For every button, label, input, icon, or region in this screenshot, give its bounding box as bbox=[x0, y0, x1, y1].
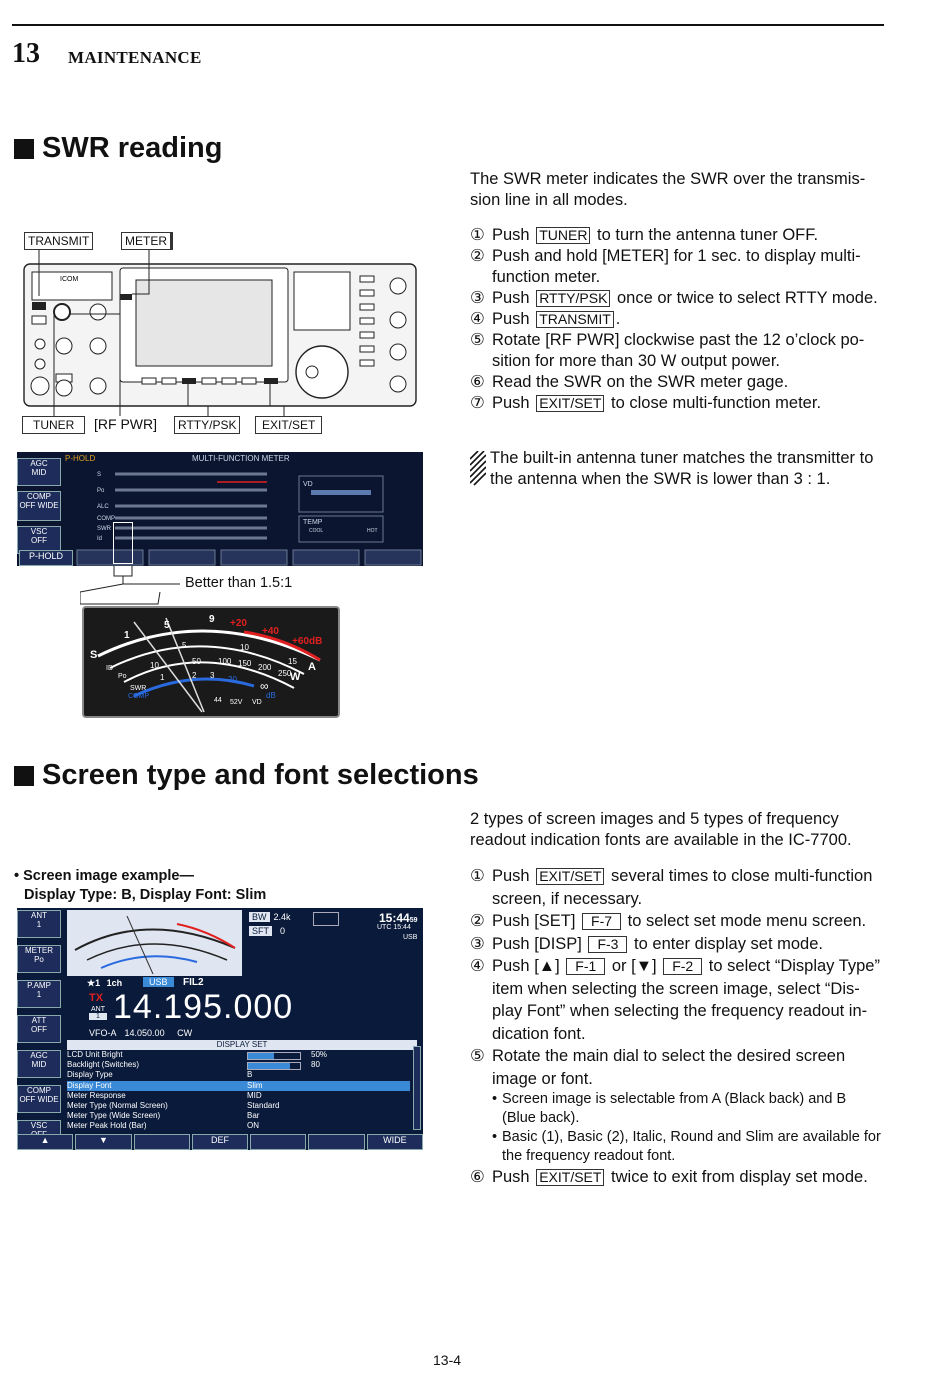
swr-heading bbox=[14, 132, 222, 165]
bw-indicator: BW 2.4k bbox=[249, 912, 291, 922]
svg-text:20: 20 bbox=[228, 675, 237, 684]
step-text: once or twice to select RTTY mode. bbox=[612, 289, 878, 307]
exit-set-key: EXIT/SET bbox=[536, 1169, 604, 1186]
svg-text:W: W bbox=[290, 671, 301, 683]
step-text: Push and hold [METER] for 1 sec. to display multi- function meter. bbox=[492, 247, 861, 286]
lcd-analog-meter bbox=[67, 910, 242, 976]
radio-front-panel-figure bbox=[14, 228, 424, 440]
lcd-bright-bar-fill bbox=[248, 1053, 274, 1059]
svg-text:Po: Po bbox=[97, 488, 105, 494]
ant-indicator: ANT 1 bbox=[91, 1006, 105, 1020]
svg-text:50: 50 bbox=[192, 657, 201, 666]
screen-heading bbox=[14, 759, 479, 792]
svg-text:Po: Po bbox=[118, 673, 127, 680]
display-set-title: DISPLAY SET bbox=[67, 1040, 417, 1050]
svg-text:SWR: SWR bbox=[97, 526, 111, 532]
temp-label: TEMP bbox=[303, 519, 323, 526]
step-text: to turn the antenna tuner OFF. bbox=[592, 226, 819, 244]
tx-indicator: TX bbox=[89, 992, 104, 1004]
meter-label: METER bbox=[121, 232, 173, 250]
backlight-bar-fill bbox=[248, 1063, 290, 1069]
vd-label: VD bbox=[303, 481, 313, 488]
small-mode: USB bbox=[403, 934, 418, 941]
f1-key: F-1 bbox=[566, 958, 605, 975]
filter-shape-icon bbox=[313, 912, 339, 926]
screen-intro: 2 types of screen images and 5 types of frequency readout indication fonts are available in the IC-7700. bbox=[470, 810, 852, 849]
screen-sub-1: • Screen image is selectable from A (Black back) and B (Blue back). bbox=[492, 1091, 847, 1126]
gauge-scales bbox=[84, 608, 338, 716]
note-icon bbox=[470, 451, 486, 487]
step-number: ⑥ bbox=[470, 373, 485, 391]
swr-step-5 bbox=[470, 330, 883, 372]
step-text: Push bbox=[492, 289, 535, 307]
swr-step-1 bbox=[470, 225, 883, 246]
sub-vfo-readout: VFO-A 14.050.00 CW bbox=[89, 1028, 193, 1038]
svg-text:1: 1 bbox=[124, 630, 130, 641]
agc-button[interactable]: AGC MID bbox=[17, 458, 61, 486]
svg-text:200: 200 bbox=[258, 663, 272, 672]
menu-item-meter-type-wide[interactable]: Meter Type (Wide Screen) Bar bbox=[67, 1111, 260, 1121]
svg-text:ID: ID bbox=[106, 665, 113, 672]
better-than-label: Better than 1.5:1 bbox=[185, 575, 293, 591]
svg-text:+20: +20 bbox=[230, 618, 247, 629]
exit-set-label: EXIT/SET bbox=[255, 416, 322, 434]
svg-text:250: 250 bbox=[278, 669, 292, 678]
heading-square-icon bbox=[14, 766, 34, 786]
menu-item-backlight[interactable]: Backlight (Switches) 80 bbox=[67, 1060, 320, 1070]
clock: 15:4459 bbox=[379, 911, 418, 925]
function-key-bar bbox=[17, 1134, 423, 1150]
filter-label: FIL2 bbox=[183, 977, 204, 988]
step-number: ⑤ bbox=[470, 331, 485, 349]
step-text: Push bbox=[492, 394, 535, 412]
swr-step-7 bbox=[470, 393, 883, 414]
menu-item-display-type[interactable]: Display Type B bbox=[67, 1070, 253, 1080]
preamp-button[interactable]: P.AMP 1 bbox=[17, 980, 61, 1008]
fkey-wide-button[interactable]: WIDE bbox=[367, 1134, 423, 1150]
meter-title: MULTI-FUNCTION METER bbox=[192, 454, 290, 463]
fkey-6-button[interactable] bbox=[308, 1134, 364, 1150]
comp-button[interactable]: COMP OFF WIDE bbox=[17, 1085, 61, 1113]
tuner-label: TUNER bbox=[22, 416, 85, 434]
phold-button[interactable]: P-HOLD bbox=[19, 550, 73, 566]
att-button[interactable]: ATT OFF bbox=[17, 1015, 61, 1043]
fkey-5-button[interactable] bbox=[250, 1134, 306, 1150]
screen-steps bbox=[470, 865, 883, 1189]
screen-caption-line1: • Screen image example— bbox=[14, 868, 194, 884]
meter-button[interactable]: METER Po bbox=[17, 945, 61, 973]
step-number: ① bbox=[470, 226, 485, 244]
swr-step-6 bbox=[470, 372, 883, 393]
svg-text:2: 2 bbox=[192, 671, 197, 680]
svg-text:COMP: COMP bbox=[128, 693, 149, 700]
svg-text:10: 10 bbox=[240, 643, 249, 652]
swr-note bbox=[470, 448, 883, 490]
transmit-label: TRANSMIT bbox=[24, 232, 93, 250]
svg-text:Id: Id bbox=[97, 536, 103, 542]
menu-item-display-font[interactable]: Display Font Slim bbox=[67, 1081, 410, 1091]
backlight-bar bbox=[247, 1062, 301, 1070]
note-text: The built-in antenna tuner matches the transmitter to the antenna when the SWR is lower than 3 : 1. bbox=[490, 449, 874, 488]
step-text: Push bbox=[492, 310, 535, 328]
rtty-psk-label: RTTY/PSK bbox=[174, 416, 240, 434]
svg-text:5: 5 bbox=[164, 620, 170, 631]
brand-logo: ICOM bbox=[60, 276, 79, 283]
svg-text:A: A bbox=[308, 661, 316, 673]
f3-key: F-3 bbox=[588, 936, 627, 953]
svg-text:5: 5 bbox=[182, 641, 187, 650]
step-text: to close multi-function meter. bbox=[606, 394, 822, 412]
swr-intro: The SWR meter indicates the SWR over the transmis- sion line in all modes. bbox=[470, 170, 866, 209]
analog-swr-gauge bbox=[82, 606, 340, 718]
svg-text:100: 100 bbox=[218, 657, 232, 666]
page-number: 13-4 bbox=[433, 1352, 462, 1368]
svg-text:3: 3 bbox=[210, 671, 215, 680]
svg-text:15: 15 bbox=[288, 657, 297, 666]
rtty-psk-key: RTTY/PSK bbox=[536, 290, 610, 307]
svg-text:COMP: COMP bbox=[97, 516, 115, 522]
svg-text:S: S bbox=[97, 472, 102, 478]
swr-heading-text: SWR reading bbox=[42, 132, 223, 164]
step-number: ④ bbox=[470, 310, 485, 328]
svg-text:dB: dB bbox=[266, 691, 276, 700]
svg-text:ALC: ALC bbox=[97, 504, 109, 510]
screen-step-3: ③ Push [DISP] F-3 to enter display set mode. bbox=[470, 934, 823, 953]
fkey-3-button[interactable] bbox=[134, 1134, 190, 1150]
radio-front-panel-illustration bbox=[14, 228, 424, 440]
svg-text:9: 9 bbox=[209, 614, 215, 625]
mode-badge: USB bbox=[143, 977, 174, 987]
utc-clock: UTC 15:44 bbox=[377, 924, 411, 931]
step-text: Push bbox=[492, 226, 535, 244]
screen-step-2: ② Push [SET] F-7 to select set mode menu screen. bbox=[470, 912, 867, 930]
svg-text:10: 10 bbox=[150, 661, 159, 670]
vsc-button[interactable]: VSC bbox=[17, 1120, 61, 1148]
phold-tag: P-HOLD bbox=[65, 454, 96, 463]
svg-text:S: S bbox=[90, 649, 98, 661]
step-text: Rotate [RF PWR] clockwise past the 12 o’clock po- sition for more than 30 W output power. bbox=[492, 331, 865, 370]
exit-set-key: EXIT/SET bbox=[536, 395, 604, 412]
step-number: ⑦ bbox=[470, 394, 485, 412]
fkey-up-button[interactable]: ▲ bbox=[17, 1134, 73, 1150]
swr-steps bbox=[470, 225, 883, 414]
svg-text:∞: ∞ bbox=[260, 679, 269, 693]
meter-side-buttons bbox=[17, 458, 61, 554]
screen-step-6: ⑥ Push EXIT/SET twice to exit from display set mode. bbox=[470, 1168, 868, 1186]
step-number: ③ bbox=[470, 289, 485, 307]
memory-channel: ★1 1ch bbox=[87, 978, 123, 988]
svg-text:HOT: HOT bbox=[367, 528, 378, 534]
vsc-button[interactable]: VSC OFF bbox=[17, 526, 61, 554]
menu-item-meter-response[interactable]: Meter Response MID bbox=[67, 1090, 262, 1100]
f2-key: F-2 bbox=[663, 958, 702, 975]
exit-set-key: EXIT/SET bbox=[536, 868, 604, 885]
swr-step-2 bbox=[470, 246, 883, 288]
step-number: ② bbox=[470, 247, 485, 265]
menu-item-lcd-bright[interactable]: LCD Unit Bright 50% bbox=[67, 1050, 328, 1059]
svg-text:COOL: COOL bbox=[309, 528, 324, 534]
f7-key: F-7 bbox=[582, 913, 621, 930]
tuner-key: TUNER bbox=[536, 227, 590, 244]
screen-heading-text: Screen type and font selections bbox=[42, 759, 479, 791]
rf-pwr-label: [RF PWR] bbox=[94, 416, 157, 432]
svg-text:VD: VD bbox=[252, 699, 262, 706]
screen-step-4: ④ Push [▲] F-1 or [▼] F-2 to select “Display Type” item when selecting the screen image, select “Dis- play Font” when selecting the frequency readout in- dication font. bbox=[470, 957, 880, 1043]
svg-text:52V: 52V bbox=[230, 699, 243, 706]
chapter-title: MAINTENANCE bbox=[68, 48, 202, 67]
agc-button[interactable]: AGC MID bbox=[17, 1050, 61, 1078]
step-text: Read the SWR on the SWR meter gage. bbox=[492, 373, 789, 391]
sft-indicator: SFT 0 bbox=[249, 926, 285, 936]
screen-step-1: ① Push EXIT/SET several times to close multi-function screen, if necessary. bbox=[470, 867, 873, 908]
svg-text:44: 44 bbox=[214, 697, 222, 704]
step-text: . bbox=[615, 310, 621, 328]
svg-text:150: 150 bbox=[238, 659, 252, 668]
header-rule bbox=[12, 24, 884, 26]
svg-text:SWR: SWR bbox=[130, 685, 147, 692]
screen-step-5: ⑤ Rotate the main dial to select the desired screen image or font. bbox=[470, 1047, 846, 1088]
fkey-def-button[interactable]: DEF bbox=[192, 1134, 248, 1150]
swr-step-3 bbox=[470, 288, 883, 309]
svg-text:1: 1 bbox=[160, 673, 165, 682]
swr-step-4 bbox=[470, 309, 883, 330]
display-screenshot bbox=[17, 908, 423, 1150]
comp-button[interactable]: COMP OFF WIDE bbox=[17, 491, 61, 521]
lcd-side-buttons bbox=[17, 910, 61, 1148]
menu-scrollbar[interactable] bbox=[413, 1046, 421, 1130]
menu-item-meter-type-normal[interactable]: Meter Type (Normal Screen) Standard bbox=[67, 1101, 280, 1111]
display-set-menu bbox=[67, 1050, 410, 1132]
lcd-bright-bar bbox=[247, 1052, 301, 1060]
menu-item-meter-peak-hold[interactable]: Meter Peak Hold (Bar) ON bbox=[67, 1121, 259, 1131]
svg-text:+40: +40 bbox=[262, 626, 279, 637]
multi-function-meter-screen bbox=[17, 452, 423, 566]
heading-square-icon bbox=[14, 139, 34, 159]
svg-text:+60dB: +60dB bbox=[292, 636, 323, 647]
chapter-number: 13 bbox=[12, 38, 40, 69]
screen-caption-line2: Display Type: B, Display Font: Slim bbox=[24, 887, 267, 903]
main-frequency: 14.195.000 bbox=[113, 988, 294, 1026]
transmit-key: TRANSMIT bbox=[536, 311, 614, 328]
ant-button[interactable]: ANT 1 bbox=[17, 910, 61, 938]
swr-highlight-box bbox=[113, 522, 133, 564]
fkey-down-button[interactable]: ▼ bbox=[75, 1134, 131, 1150]
screen-sub-2: • Basic (1), Basic (2), Italic, Round and Slim are available for the frequency readout font. bbox=[492, 1129, 881, 1164]
